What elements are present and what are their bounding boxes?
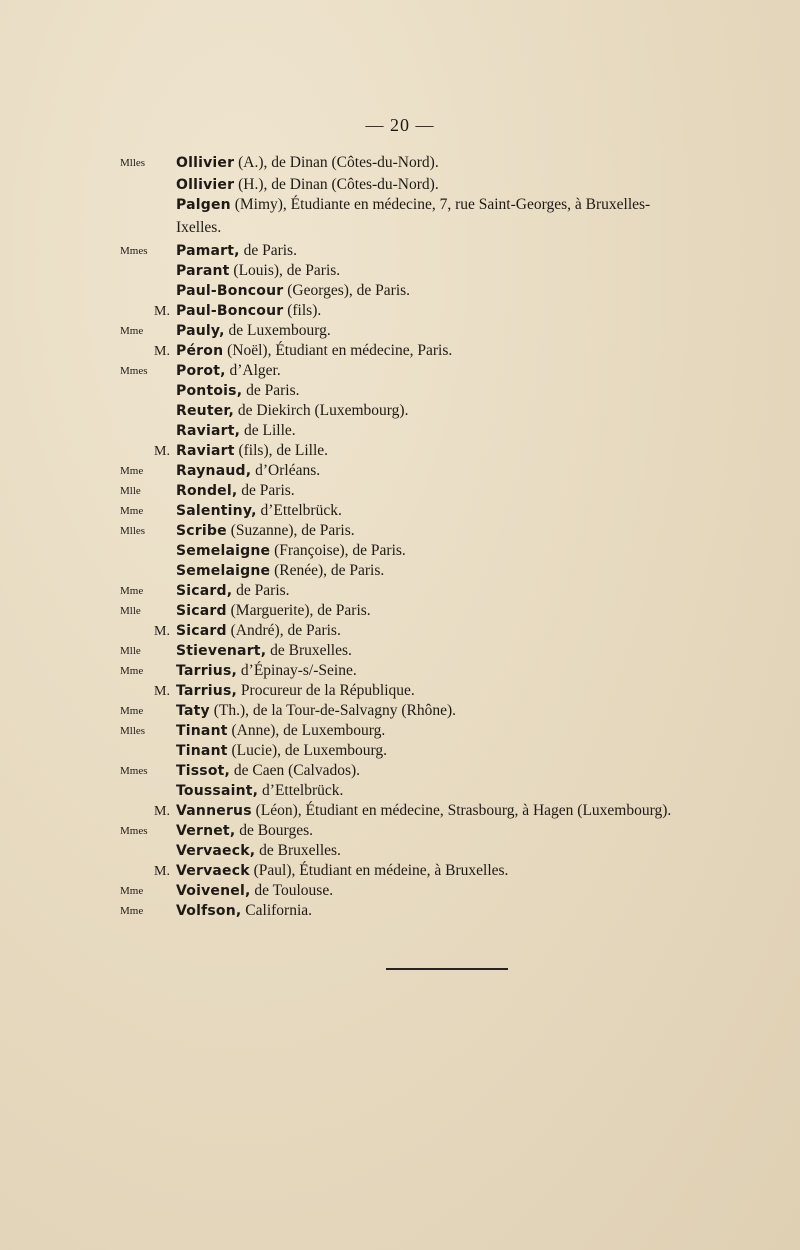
list-item (120, 282, 780, 300)
entry-details: (Marguerite), de Paris. (226, 602, 371, 619)
list-item (120, 262, 780, 280)
entry-details: de Caen (Calvados). (230, 762, 361, 779)
list-item (120, 242, 780, 260)
list-item (120, 342, 780, 361)
entry-surname: Raynaud, (176, 463, 252, 479)
entry-title: Mlle (120, 485, 141, 497)
entry-details: d’Ettelbrück. (258, 782, 344, 799)
entry-details: California. (241, 902, 313, 919)
entry-details: (Léon), Étudiant en médecine, Strasbourg, à Hagen (Luxembourg). (251, 802, 672, 819)
entry-title: Mmes (120, 365, 148, 377)
entry-title: Mmes (120, 245, 148, 257)
entry-surname: Parant (176, 263, 230, 279)
entry-surname: Sicard, (176, 583, 233, 599)
entry-details: de Bourges. (235, 822, 313, 839)
entry-surname: Sicard (176, 623, 227, 639)
entry-details: de Paris. (239, 242, 297, 259)
entry-details: de Luxembourg. (224, 322, 331, 339)
list-item (120, 422, 780, 440)
entry-details: (Georges), de Paris. (283, 282, 411, 299)
list-item (120, 322, 780, 340)
entry-surname: Sicard (176, 603, 227, 619)
entry-title: Mme (120, 585, 144, 597)
list-item (120, 402, 780, 420)
entry-details: (Mimy), Étudiante en médecine, 7, rue Saint-Georges, à Bruxelles- (230, 196, 651, 213)
entry-title: Mme (120, 885, 144, 897)
entry-surname: Paul-Boncour (176, 283, 284, 299)
list-item (120, 362, 780, 380)
entry-details: (H.), de Dinan (Côtes-du-Nord). (234, 176, 439, 193)
entry-details: d’Alger. (225, 362, 281, 379)
entry-details: (Anne), de Luxembourg. (227, 722, 386, 739)
entry-surname: Semelaigne (176, 563, 271, 579)
entry-details: de Toulouse. (250, 882, 334, 899)
entry-surname: Salentiny, (176, 503, 257, 519)
entry-title: M. (154, 684, 170, 699)
entry-surname: Pauly, (176, 323, 225, 339)
entry-surname: Vervaeck (176, 863, 250, 879)
list-item (120, 562, 780, 580)
entry-details: de Paris. (232, 582, 290, 599)
entry-surname: Péron (176, 343, 224, 359)
entry-surname: Volfson, (176, 903, 242, 919)
entry-title: Mmes (120, 765, 148, 777)
list-item (120, 902, 780, 920)
list-item (120, 582, 780, 600)
entry-details: d’Orléans. (251, 462, 321, 479)
entry-title: Mme (120, 905, 144, 917)
entry-title: Mme (120, 325, 144, 337)
list-item (120, 522, 780, 540)
entry-surname: Pamart, (176, 243, 240, 259)
list-item (120, 782, 780, 800)
entry-title: M. (154, 864, 170, 879)
list-item (120, 542, 780, 560)
entry-details: de Bruxelles. (255, 842, 341, 859)
entry-surname: Tinant (176, 743, 228, 759)
list-item (120, 154, 780, 172)
list-item (120, 442, 780, 461)
list-item (120, 882, 780, 900)
entry-details: (Th.), de la Tour-de-Salvagny (Rhône). (209, 702, 457, 719)
entry-surname: Vernet, (176, 823, 236, 839)
entry-surname: Ollivier (176, 177, 235, 193)
entry-title: Mmes (120, 825, 148, 837)
entry-title: M. (154, 304, 170, 319)
entry-details: de Paris. (242, 382, 300, 399)
list-item (120, 482, 780, 500)
entry-details: de Lille. (240, 422, 296, 439)
entry-title: M. (154, 804, 170, 819)
entry-details: (Françoise), de Paris. (270, 542, 406, 559)
entry-details: de Paris. (237, 482, 295, 499)
entry-details: (Paul), Étudiant en médeine, à Bruxelles. (249, 862, 509, 879)
entry-surname: Taty (176, 703, 210, 719)
page-number: — 20 — (365, 115, 435, 135)
entry-surname: Reuter, (176, 403, 234, 419)
list-item (120, 722, 780, 740)
list-item (120, 802, 780, 821)
entry-title: Mme (120, 665, 144, 677)
entry-surname: Vannerus (176, 803, 252, 819)
entry-surname: Semelaigne (176, 543, 271, 559)
entry-details: (Noël), Étudiant en médecine, Paris. (223, 342, 453, 359)
entry-surname: Vervaeck, (176, 843, 256, 859)
entry-surname: Rondel, (176, 483, 238, 499)
entry-details: de Bruxelles. (266, 642, 352, 659)
entry-title: Mlles (120, 725, 146, 737)
entry-details: (André), de Paris. (226, 622, 341, 639)
entry-details: (Lucie), de Luxembourg. (227, 742, 388, 759)
list-item (120, 762, 780, 780)
entry-surname: Tarrius, (176, 683, 238, 699)
list-item (120, 302, 780, 321)
list-item (120, 702, 780, 720)
list-item (120, 642, 780, 660)
entry-details: (fils), de Lille. (234, 442, 329, 459)
entry-details: (Louis), de Paris. (229, 262, 341, 279)
list-item (120, 842, 780, 860)
entry-surname: Ollivier (176, 155, 235, 171)
list-item (120, 742, 780, 760)
entry-details: (fils). (283, 302, 322, 319)
entry-surname: Scribe (176, 523, 227, 539)
entry-surname: Pontois, (176, 383, 243, 399)
list-item (120, 176, 780, 194)
entry-surname: Tinant (176, 723, 228, 739)
entry-title: M. (154, 624, 170, 639)
entry-title: Mlles (120, 157, 146, 169)
entry-surname: Tissot, (176, 763, 231, 779)
list-item (120, 862, 780, 881)
entry-surname: Raviart, (176, 423, 241, 439)
entry-details: d’Épinay-s/-Seine. (237, 662, 357, 679)
entry-title: Mme (120, 505, 144, 517)
list-item-continuation: Ixelles. (176, 219, 222, 236)
entry-details: de Diekirch (Luxembourg). (234, 402, 409, 419)
list-item (120, 382, 780, 400)
entry-details: (Suzanne), de Paris. (226, 522, 355, 539)
end-rule (386, 968, 508, 970)
list-item (120, 822, 780, 840)
entry-surname: Tarrius, (176, 663, 238, 679)
list-item (120, 502, 780, 520)
entry-title: M. (154, 444, 170, 459)
entry-details: (A.), de Dinan (Côtes-du-Nord). (234, 154, 439, 171)
entry-title: Mme (120, 705, 144, 717)
entry-surname: Stievenart, (176, 643, 267, 659)
list-item (120, 196, 780, 214)
entry-title: Mme (120, 465, 144, 477)
entry-surname: Toussaint, (176, 783, 259, 799)
entry-details: (Renée), de Paris. (270, 562, 385, 579)
entry-surname: Porot, (176, 363, 226, 379)
list-item (120, 602, 780, 620)
entry-title: Mlle (120, 605, 141, 617)
list-item (120, 622, 780, 641)
list-item (120, 682, 780, 701)
entry-surname: Paul-Boncour (176, 303, 284, 319)
entry-surname: Voivenel, (176, 883, 251, 899)
entry-title: M. (154, 344, 170, 359)
entry-title: Mlle (120, 645, 141, 657)
entry-details: d’Ettelbrück. (256, 502, 342, 519)
entry-details: Procureur de la République. (237, 682, 415, 699)
list-item (120, 462, 780, 480)
entry-title: Mlles (120, 525, 146, 537)
entry-surname: Palgen (176, 197, 231, 213)
list-item (120, 662, 780, 680)
entry-surname: Raviart (176, 443, 235, 459)
